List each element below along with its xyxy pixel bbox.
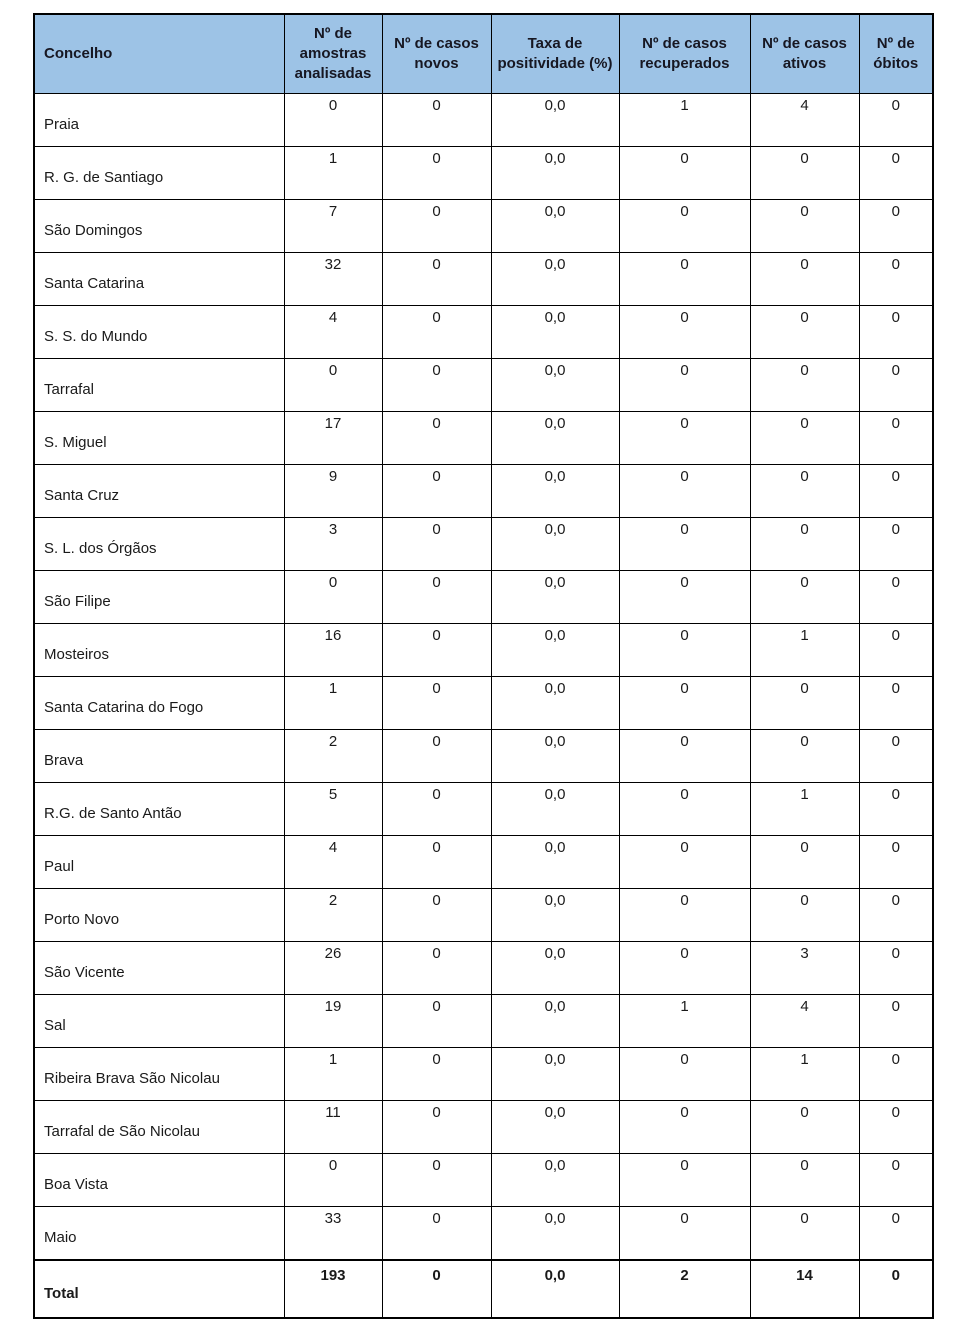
concelho-cell: S. L. dos Órgãos (34, 518, 284, 571)
value-cell: 0 (382, 465, 491, 518)
value-cell: 0 (382, 1260, 491, 1318)
concelho-cell: Praia (34, 94, 284, 147)
value-cell: 0 (382, 571, 491, 624)
value-cell: 0 (859, 94, 933, 147)
value-cell: 0 (284, 1154, 382, 1207)
value-cell: 0 (619, 836, 750, 889)
value-cell: 0 (619, 571, 750, 624)
value-cell: 11 (284, 1101, 382, 1154)
concelho-cell: Santa Catarina do Fogo (34, 677, 284, 730)
value-cell: 26 (284, 942, 382, 995)
value-cell: 0 (750, 465, 859, 518)
value-cell: 0 (859, 253, 933, 306)
value-cell: 0 (284, 94, 382, 147)
table-row (34, 995, 933, 1048)
table-row (34, 253, 933, 306)
value-cell: 0 (859, 1260, 933, 1318)
value-cell: 0,0 (491, 942, 619, 995)
value-cell: 1 (750, 624, 859, 677)
table-row (34, 147, 933, 200)
table-row (34, 836, 933, 889)
value-cell: 0,0 (491, 1154, 619, 1207)
table-row (34, 1048, 933, 1101)
value-cell: 0 (382, 730, 491, 783)
value-cell: 33 (284, 1207, 382, 1261)
value-cell: 0 (750, 889, 859, 942)
value-cell: 4 (750, 995, 859, 1048)
value-cell: 0 (382, 836, 491, 889)
value-cell: 0 (750, 253, 859, 306)
value-cell: 0 (382, 147, 491, 200)
value-cell: 0,0 (491, 783, 619, 836)
value-cell: 0,0 (491, 518, 619, 571)
value-cell: 0 (619, 465, 750, 518)
value-cell: 0 (619, 942, 750, 995)
concelho-cell: São Domingos (34, 200, 284, 253)
value-cell: 0 (619, 518, 750, 571)
concelho-cell: Paul (34, 836, 284, 889)
value-cell: 0 (859, 1154, 933, 1207)
value-cell: 0 (382, 306, 491, 359)
value-cell: 0 (859, 518, 933, 571)
value-cell: 1 (284, 1048, 382, 1101)
table-row (34, 1207, 933, 1261)
value-cell: 0,0 (491, 1101, 619, 1154)
table-row (34, 783, 933, 836)
value-cell: 0,0 (491, 200, 619, 253)
value-cell: 0 (382, 624, 491, 677)
table-row (34, 677, 933, 730)
value-cell: 32 (284, 253, 382, 306)
value-cell: 0 (619, 1207, 750, 1261)
table-row (34, 412, 933, 465)
concelho-cell: S. S. do Mundo (34, 306, 284, 359)
value-cell: 0 (859, 942, 933, 995)
value-cell: 0 (619, 889, 750, 942)
value-cell: 1 (284, 677, 382, 730)
value-cell: 0 (382, 942, 491, 995)
value-cell: 0 (619, 677, 750, 730)
table-row (34, 730, 933, 783)
value-cell: 0 (619, 412, 750, 465)
value-cell: 0 (859, 783, 933, 836)
value-cell: 0,0 (491, 412, 619, 465)
table-row (34, 306, 933, 359)
value-cell: 0 (619, 147, 750, 200)
value-cell: 0 (619, 730, 750, 783)
value-cell: 0 (859, 730, 933, 783)
value-cell: 0 (382, 995, 491, 1048)
concelho-cell: Tarrafal (34, 359, 284, 412)
value-cell: 0 (382, 200, 491, 253)
table-row (34, 1101, 933, 1154)
value-cell: 0,0 (491, 1048, 619, 1101)
value-cell: 2 (284, 730, 382, 783)
value-cell: 1 (750, 1048, 859, 1101)
value-cell: 0,0 (491, 94, 619, 147)
value-cell: 0 (382, 1048, 491, 1101)
value-cell: 0,0 (491, 677, 619, 730)
table-row (34, 518, 933, 571)
value-cell: 0 (750, 147, 859, 200)
value-cell: 0 (284, 571, 382, 624)
value-cell: 0,0 (491, 624, 619, 677)
concelho-cell: Boa Vista (34, 1154, 284, 1207)
table-body (34, 94, 933, 1319)
value-cell: 0 (750, 359, 859, 412)
value-cell: 2 (284, 889, 382, 942)
value-cell: 0 (750, 571, 859, 624)
concelho-cell: R.G. de Santo Antão (34, 783, 284, 836)
value-cell: 0 (619, 253, 750, 306)
value-cell: 0,0 (491, 1207, 619, 1261)
table-row (34, 94, 933, 147)
table-header (34, 14, 933, 94)
concelho-cell: São Vicente (34, 942, 284, 995)
value-cell: 0 (619, 200, 750, 253)
header-casos-ativos: Nº de casos ativos (750, 14, 859, 94)
value-cell: 0 (382, 889, 491, 942)
table-row (34, 465, 933, 518)
header-amostras-analisadas: Nº de amostras analisadas (284, 14, 382, 94)
value-cell: 0 (382, 1154, 491, 1207)
concelho-cell: Brava (34, 730, 284, 783)
value-cell: 0,0 (491, 730, 619, 783)
value-cell: 0 (859, 1207, 933, 1261)
value-cell: 0 (859, 995, 933, 1048)
value-cell: 4 (284, 836, 382, 889)
value-cell: 5 (284, 783, 382, 836)
concelho-cell: Total (34, 1260, 284, 1318)
value-cell: 16 (284, 624, 382, 677)
value-cell: 0 (750, 677, 859, 730)
value-cell: 4 (750, 94, 859, 147)
value-cell: 0 (382, 783, 491, 836)
value-cell: 0 (382, 359, 491, 412)
header-casos-novos: Nº de casos novos (382, 14, 491, 94)
concelho-cell: Sal (34, 995, 284, 1048)
value-cell: 0 (859, 571, 933, 624)
concelho-cell: São Filipe (34, 571, 284, 624)
value-cell: 0 (859, 1048, 933, 1101)
table-row (34, 571, 933, 624)
value-cell: 1 (619, 995, 750, 1048)
value-cell: 0 (619, 783, 750, 836)
value-cell: 0 (750, 1101, 859, 1154)
value-cell: 0,0 (491, 359, 619, 412)
value-cell: 0 (382, 1101, 491, 1154)
value-cell: 0 (619, 359, 750, 412)
concelho-cell: Tarrafal de São Nicolau (34, 1101, 284, 1154)
concelho-cell: Porto Novo (34, 889, 284, 942)
value-cell: 0,0 (491, 995, 619, 1048)
value-cell: 0 (859, 1101, 933, 1154)
value-cell: 0,0 (491, 306, 619, 359)
value-cell: 0 (859, 836, 933, 889)
value-cell: 14 (750, 1260, 859, 1318)
value-cell: 0 (859, 306, 933, 359)
value-cell: 0,0 (491, 253, 619, 306)
value-cell: 0 (382, 677, 491, 730)
header-taxa-positividade: Taxa de positividade (%) (491, 14, 619, 94)
concelho-cell: Santa Catarina (34, 253, 284, 306)
header-obitos: Nº de óbitos (859, 14, 933, 94)
value-cell: 0 (382, 253, 491, 306)
value-cell: 0 (859, 889, 933, 942)
header-casos-recuperados: Nº de casos recuperados (619, 14, 750, 94)
table-row (34, 942, 933, 995)
concelho-cell: S. Miguel (34, 412, 284, 465)
total-row (34, 1260, 933, 1318)
concelho-cell: Ribeira Brava São Nicolau (34, 1048, 284, 1101)
value-cell: 0 (750, 730, 859, 783)
value-cell: 0,0 (491, 889, 619, 942)
value-cell: 0 (750, 1207, 859, 1261)
value-cell: 0 (619, 306, 750, 359)
value-cell: 193 (284, 1260, 382, 1318)
value-cell: 0 (382, 518, 491, 571)
value-cell: 0,0 (491, 147, 619, 200)
concelho-cell: Santa Cruz (34, 465, 284, 518)
value-cell: 0 (619, 1154, 750, 1207)
header-concelho: Concelho (34, 14, 284, 94)
value-cell: 17 (284, 412, 382, 465)
covid-municipality-table (33, 13, 934, 1319)
value-cell: 1 (750, 783, 859, 836)
value-cell: 0,0 (491, 465, 619, 518)
table-row (34, 1154, 933, 1207)
value-cell: 0 (382, 94, 491, 147)
value-cell: 7 (284, 200, 382, 253)
value-cell: 0 (859, 412, 933, 465)
value-cell: 0 (750, 306, 859, 359)
value-cell: 0 (750, 1154, 859, 1207)
value-cell: 0 (859, 624, 933, 677)
value-cell: 0 (750, 836, 859, 889)
value-cell: 1 (284, 147, 382, 200)
value-cell: 0 (859, 677, 933, 730)
concelho-cell: Mosteiros (34, 624, 284, 677)
value-cell: 3 (284, 518, 382, 571)
value-cell: 0 (750, 200, 859, 253)
value-cell: 19 (284, 995, 382, 1048)
value-cell: 0 (859, 359, 933, 412)
value-cell: 0 (619, 1048, 750, 1101)
value-cell: 0 (859, 200, 933, 253)
value-cell: 0 (382, 1207, 491, 1261)
value-cell: 0 (382, 412, 491, 465)
value-cell: 0,0 (491, 836, 619, 889)
value-cell: 0 (859, 147, 933, 200)
table-row (34, 359, 933, 412)
value-cell: 4 (284, 306, 382, 359)
value-cell: 0 (284, 359, 382, 412)
header-row (34, 14, 933, 94)
table-row (34, 624, 933, 677)
value-cell: 3 (750, 942, 859, 995)
value-cell: 0,0 (491, 571, 619, 624)
value-cell: 0 (750, 518, 859, 571)
value-cell: 1 (619, 94, 750, 147)
value-cell: 0,0 (491, 1260, 619, 1318)
table-row (34, 889, 933, 942)
value-cell: 0 (619, 1101, 750, 1154)
value-cell: 0 (750, 412, 859, 465)
concelho-cell: R. G. de Santiago (34, 147, 284, 200)
value-cell: 0 (619, 624, 750, 677)
concelho-cell: Maio (34, 1207, 284, 1261)
value-cell: 9 (284, 465, 382, 518)
table-row (34, 200, 933, 253)
value-cell: 2 (619, 1260, 750, 1318)
value-cell: 0 (859, 465, 933, 518)
